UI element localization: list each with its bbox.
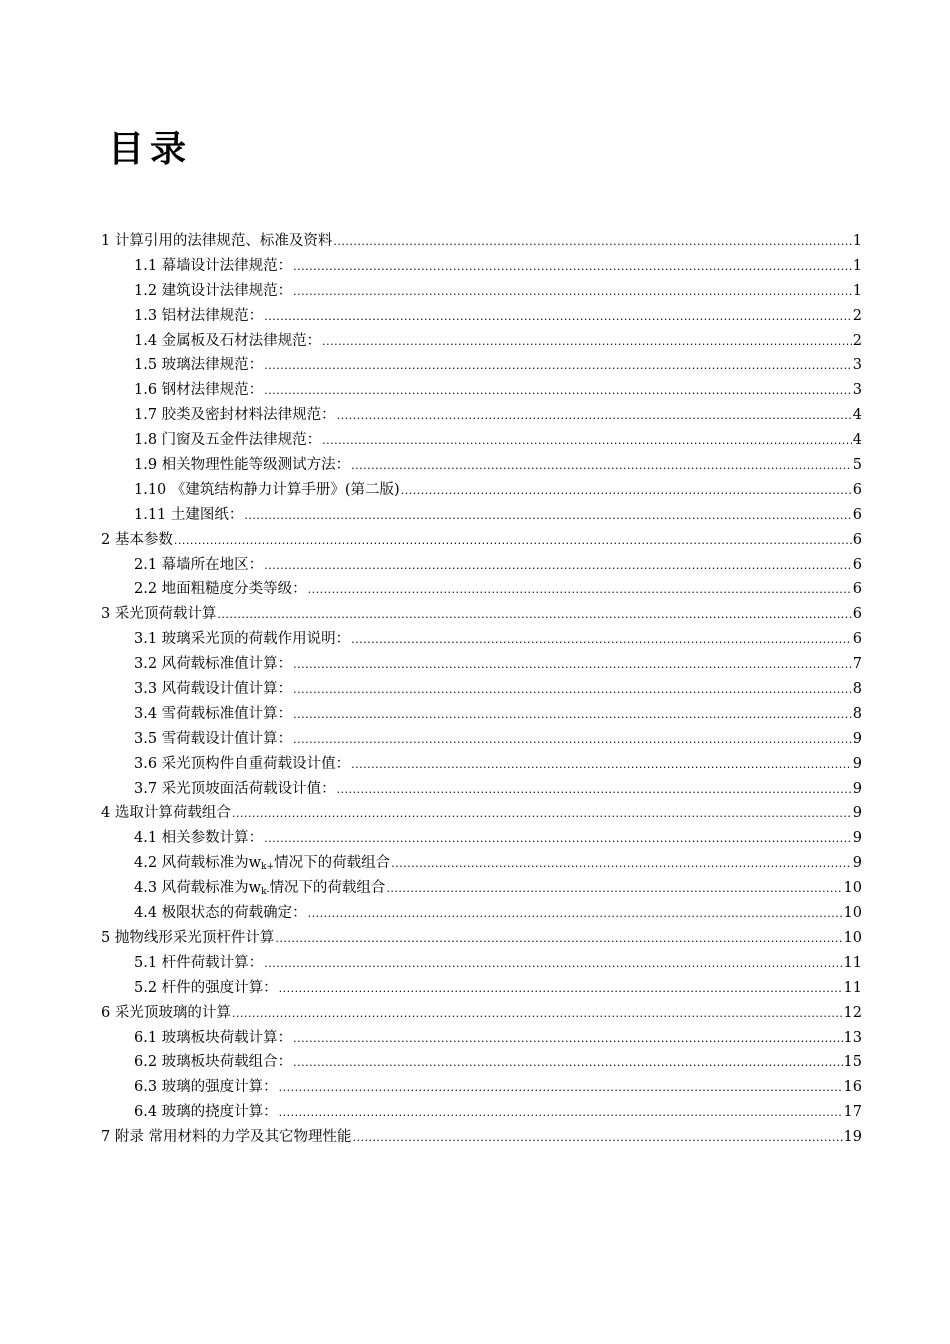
- dot-leader: [293, 1056, 842, 1069]
- toc-chapter-entry[interactable]: [101, 1001, 862, 1026]
- toc-entry-text: [134, 652, 292, 673]
- toc-entry-number: 1.1: [134, 257, 158, 274]
- toc-entry-text: [134, 428, 321, 449]
- toc-section-entry[interactable]: [101, 727, 862, 752]
- toc-entry-text: [101, 528, 173, 549]
- toc-entry-subscript: k-: [261, 887, 270, 898]
- toc-section-entry[interactable]: [101, 1026, 862, 1051]
- dot-leader: [279, 1106, 843, 1119]
- toc-section-entry[interactable]: [101, 951, 862, 976]
- dot-leader: [264, 957, 842, 970]
- toc-page-number: 9: [852, 780, 862, 797]
- toc-entry-title: 钢材法律规范：: [161, 382, 264, 399]
- toc-page-number: 7: [852, 656, 862, 673]
- dot-leader: [322, 434, 852, 447]
- toc-entry-text: [134, 553, 263, 574]
- toc-entry-text: [134, 1075, 278, 1096]
- toc-section-entry[interactable]: [101, 329, 862, 354]
- toc-page-number: 2: [852, 307, 862, 324]
- toc-entry-title: 采光顶坡面活荷载设计值：: [161, 780, 336, 797]
- toc-section-entry[interactable]: [101, 403, 862, 428]
- toc-entry-number: 4.3: [134, 880, 158, 897]
- toc-section-entry[interactable]: [101, 478, 862, 503]
- dot-leader: [351, 633, 852, 646]
- toc-entry-title: 金属板及石材法律规范：: [161, 332, 322, 349]
- dot-leader: [401, 484, 852, 497]
- toc-entry-title: 风荷载标准值计算：: [161, 656, 293, 673]
- toc-entry-number: 1.10: [134, 481, 167, 498]
- toc-section-entry[interactable]: [101, 353, 862, 378]
- toc-entry-number: 5.1: [134, 954, 158, 971]
- toc-entry-number: 5.2: [134, 979, 158, 996]
- toc-page-number: 6: [852, 556, 862, 573]
- toc-entry-number: 2: [101, 531, 111, 548]
- toc-entry-title: 玻璃采光顶的荷载作用说明：: [161, 631, 351, 648]
- toc-page-number: 8: [852, 681, 862, 698]
- toc-entry-number: 4.1: [134, 830, 158, 847]
- toc-page-number: 3: [852, 382, 862, 399]
- dot-leader: [308, 907, 843, 920]
- toc-entry-number: 6.2: [134, 1054, 158, 1071]
- toc-page-number: 1: [852, 257, 862, 274]
- dot-leader: [293, 260, 852, 273]
- toc-entry-number: 3: [101, 606, 111, 623]
- toc-entry-text: [134, 503, 243, 524]
- toc-section-entry[interactable]: [101, 503, 862, 528]
- toc-entry-number: 1.3: [134, 307, 158, 324]
- toc-chapter-entry[interactable]: [101, 801, 862, 826]
- toc-section-entry[interactable]: [101, 1050, 862, 1075]
- toc-page-number: 3: [852, 357, 862, 374]
- toc-page-number: 11: [843, 954, 862, 971]
- toc-entry-title: 建筑设计法律规范：: [161, 282, 293, 299]
- toc-entry-text: [134, 329, 321, 350]
- toc-entry-text: [134, 254, 292, 275]
- dot-leader: [232, 1007, 843, 1020]
- toc-entry-title: 玻璃板块荷载组合：: [161, 1054, 293, 1071]
- toc-entry-number: 3.5: [134, 730, 158, 747]
- toc-entry-number: 3.1: [134, 631, 158, 648]
- toc-section-entry[interactable]: [101, 304, 862, 329]
- toc-section-entry[interactable]: [101, 254, 862, 279]
- dot-leader: [333, 235, 851, 248]
- toc-entry-title: 风荷载设计值计算：: [161, 681, 293, 698]
- dot-leader: [351, 758, 852, 771]
- toc-entry-number: 1.5: [134, 357, 158, 374]
- toc-section-entry[interactable]: [101, 851, 862, 876]
- toc-entry-text: [134, 279, 292, 300]
- toc-entry-text: [134, 876, 385, 897]
- toc-chapter-entry[interactable]: [101, 926, 862, 951]
- toc-section-entry[interactable]: [101, 677, 862, 702]
- dot-leader: [293, 1032, 842, 1045]
- toc-entry-title: 杆件的强度计算：: [161, 979, 278, 996]
- toc-page-number: 6: [852, 531, 862, 548]
- toc-entry-number: 3.7: [134, 780, 158, 797]
- toc-page-number: 11: [843, 979, 862, 996]
- toc-entry-text: [134, 1026, 292, 1047]
- toc-entry-number: 6.1: [134, 1029, 158, 1046]
- toc-entry-title: 地面粗糙度分类等级：: [161, 581, 307, 598]
- toc-page-number: 15: [843, 1054, 862, 1071]
- toc-section-entry[interactable]: [101, 279, 862, 304]
- toc-entry-text: [134, 826, 263, 847]
- table-of-contents: [101, 229, 862, 1150]
- toc-entry-text: [134, 403, 336, 424]
- dot-leader: [386, 882, 842, 895]
- toc-page-number: 6: [852, 606, 862, 623]
- toc-entry-variable: w: [248, 855, 262, 872]
- toc-section-entry[interactable]: [101, 702, 862, 727]
- toc-page-number: 5: [852, 457, 862, 474]
- toc-section-entry[interactable]: [101, 1100, 862, 1125]
- toc-entry-title: 附录 常用材料的力学及其它物理性能: [114, 1129, 352, 1146]
- toc-entry-number: 6: [101, 1004, 111, 1021]
- toc-entry-text: [134, 727, 292, 748]
- dot-leader: [293, 683, 852, 696]
- toc-chapter-entry[interactable]: [101, 528, 862, 553]
- toc-page-number: 1: [852, 282, 862, 299]
- toc-chapter-entry[interactable]: [101, 229, 862, 254]
- toc-entry-title: 玻璃的挠度计算：: [161, 1104, 278, 1121]
- dot-leader: [293, 733, 852, 746]
- dot-leader: [264, 832, 852, 845]
- toc-page-number: 16: [843, 1079, 862, 1096]
- toc-entry-number: 6.3: [134, 1079, 158, 1096]
- toc-entry-number: 1: [101, 233, 111, 249]
- toc-entry-text: [134, 752, 350, 773]
- toc-entry-number: 1.2: [134, 282, 158, 299]
- dot-leader: [391, 857, 852, 870]
- toc-entry-title: 相关参数计算：: [161, 830, 264, 847]
- toc-entry-text: [134, 577, 307, 598]
- toc-section-entry[interactable]: [101, 577, 862, 602]
- toc-page-number: 19: [843, 1129, 862, 1146]
- toc-section-entry[interactable]: [101, 876, 862, 901]
- toc-entry-text: [101, 1125, 351, 1146]
- toc-entry-number: 1.8: [134, 432, 158, 449]
- toc-entry-title: 相关物理性能等级测试方法：: [161, 457, 351, 474]
- toc-entry-text: [134, 378, 263, 399]
- toc-entry-text: [134, 304, 263, 325]
- toc-page-number: 9: [852, 755, 862, 772]
- toc-page-number: 2: [852, 332, 862, 349]
- toc-entry-text: [101, 801, 231, 822]
- toc-entry-number: 4.4: [134, 905, 158, 922]
- toc-entry-title: 土建图纸：: [170, 506, 244, 523]
- toc-entry-title: 雪荷载设计值计算：: [161, 730, 293, 747]
- toc-entry-title-part: 情况下的荷载组合: [274, 855, 391, 872]
- toc-page-number: 10: [843, 929, 862, 946]
- dot-leader: [217, 608, 851, 621]
- toc-entry-title: 玻璃板块荷载计算：: [161, 1029, 293, 1046]
- toc-section-entry[interactable]: [101, 901, 862, 926]
- page-title: 目录: [108, 129, 193, 170]
- dot-leader: [337, 783, 852, 796]
- toc-page-number: 1: [852, 233, 862, 249]
- toc-entry-title: 计算引用的法律规范、标准及资料: [114, 233, 333, 249]
- toc-entry-text: [134, 777, 336, 798]
- toc-page-number: 4: [852, 432, 862, 449]
- toc-entry-title: 幕墙所在地区：: [161, 556, 264, 573]
- toc-page-number: 17: [843, 1104, 862, 1121]
- toc-entry-title: 玻璃的强度计算：: [161, 1079, 278, 1096]
- toc-entry-title: 门窗及五金件法律规范：: [161, 432, 322, 449]
- toc-entry-number: 1.11: [134, 506, 167, 523]
- toc-page-number: 12: [843, 1004, 862, 1021]
- toc-entry-number: 3.3: [134, 681, 158, 698]
- dot-leader: [293, 658, 852, 671]
- toc-section-entry[interactable]: [101, 777, 862, 802]
- toc-page-number: 6: [852, 581, 862, 598]
- dot-leader: [264, 559, 852, 572]
- toc-entry-subscript: k+: [261, 862, 275, 873]
- toc-entry-text: [134, 1100, 278, 1121]
- toc-entry-title: 铝材法律规范：: [161, 307, 264, 324]
- toc-entry-number: 7: [101, 1129, 111, 1146]
- toc-entry-text: [134, 478, 400, 499]
- toc-page-number: 6: [852, 481, 862, 498]
- dot-leader: [264, 384, 852, 397]
- toc-entry-title: 极限状态的荷载确定：: [161, 905, 307, 922]
- toc-page-number: 6: [852, 631, 862, 648]
- toc-entry-text: [134, 627, 350, 648]
- toc-section-entry[interactable]: [101, 976, 862, 1001]
- toc-section-entry[interactable]: [101, 378, 862, 403]
- dot-leader: [279, 1081, 843, 1094]
- toc-entry-number: 1.6: [134, 382, 158, 399]
- dot-leader: [174, 534, 852, 547]
- toc-entry-title-part: 风荷载标准为: [161, 880, 249, 897]
- toc-section-entry[interactable]: [101, 826, 862, 851]
- toc-entry-number: 6.4: [134, 1104, 158, 1121]
- toc-entry-text: [101, 229, 332, 250]
- toc-entry-number: 1.7: [134, 407, 158, 424]
- dot-leader: [337, 409, 852, 422]
- dot-leader: [322, 335, 852, 348]
- toc-entry-text: [134, 453, 350, 474]
- toc-entry-number: 4.2: [134, 855, 158, 872]
- toc-entry-number: 3.6: [134, 755, 158, 772]
- toc-entry-text: [134, 901, 307, 922]
- toc-entry-title: 雪荷载标准值计算：: [161, 705, 293, 722]
- toc-entry-number: 1.4: [134, 332, 158, 349]
- dot-leader: [293, 285, 852, 298]
- toc-entry-text: [134, 851, 390, 872]
- toc-chapter-entry[interactable]: [101, 1125, 862, 1150]
- toc-page-number: 13: [843, 1029, 862, 1046]
- toc-entry-number: 3.4: [134, 705, 158, 722]
- toc-entry-title: 采光顶构件自重荷载设计值：: [161, 755, 351, 772]
- toc-entry-text: [134, 976, 278, 997]
- toc-page-number: 9: [852, 830, 862, 847]
- toc-entry-text: [134, 677, 292, 698]
- dot-leader: [308, 583, 852, 596]
- toc-entry-title: 采光顶玻璃的计算: [114, 1004, 231, 1021]
- toc-entry-text: [134, 353, 263, 374]
- toc-entry-text: [134, 1050, 292, 1071]
- toc-entry-number: 2.1: [134, 556, 158, 573]
- toc-page-number: 9: [852, 855, 862, 872]
- toc-entry-text: [101, 926, 274, 947]
- toc-entry-number: 1.9: [134, 457, 158, 474]
- toc-page-number: 10: [843, 880, 862, 897]
- toc-entry-text: [134, 702, 292, 723]
- toc-entry-number: 2.2: [134, 581, 158, 598]
- toc-section-entry[interactable]: [101, 652, 862, 677]
- toc-entry-title-part: 风荷载标准为: [161, 855, 249, 872]
- toc-entry-text: [101, 1001, 231, 1022]
- toc-entry-number: 5: [101, 929, 111, 946]
- toc-page-number: 10: [843, 905, 862, 922]
- toc-entry-title: 选取计算荷载组合: [114, 805, 231, 822]
- toc-entry-number: 3.2: [134, 656, 158, 673]
- toc-entry-title: 幕墙设计法律规范：: [161, 257, 293, 274]
- toc-entry-title: 采光顶荷载计算: [114, 606, 217, 623]
- toc-section-entry[interactable]: [101, 428, 862, 453]
- dot-leader: [244, 509, 851, 522]
- dot-leader: [232, 807, 852, 820]
- dot-leader: [275, 932, 842, 945]
- toc-entry-title: 基本参数: [114, 531, 173, 548]
- toc-entry-title: 玻璃法律规范：: [161, 357, 264, 374]
- toc-page-number: 8: [852, 705, 862, 722]
- dot-leader: [279, 982, 843, 995]
- dot-leader: [264, 359, 852, 372]
- toc-section-entry[interactable]: [101, 627, 862, 652]
- toc-entry-title-part: 情况下的荷载组合: [269, 880, 386, 897]
- toc-section-entry[interactable]: [101, 1075, 862, 1100]
- dot-leader: [293, 708, 852, 721]
- toc-entry-text: [101, 602, 216, 623]
- toc-entry-variable: w: [248, 880, 262, 897]
- dot-leader: [264, 310, 852, 323]
- toc-page-number: 4: [852, 407, 862, 424]
- toc-chapter-entry[interactable]: [101, 602, 862, 627]
- toc-entry-title: 胶类及密封材料法律规范：: [161, 407, 336, 424]
- toc-entry-title: 《建筑结构静力计算手册》(第二版): [170, 481, 400, 498]
- toc-entry-title: 抛物线形采光顶杆件计算: [114, 929, 275, 946]
- toc-page-number: 9: [852, 730, 862, 747]
- toc-page-number: 6: [852, 506, 862, 523]
- dot-leader: [351, 459, 852, 472]
- toc-section-entry[interactable]: [101, 752, 862, 777]
- toc-entry-number: 4: [101, 805, 111, 822]
- toc-entry-title: 杆件荷载计算：: [161, 954, 264, 971]
- toc-section-entry[interactable]: [101, 453, 862, 478]
- toc-section-entry[interactable]: [101, 553, 862, 578]
- toc-page-number: 9: [852, 805, 862, 822]
- toc-entry-text: [134, 951, 263, 972]
- dot-leader: [352, 1131, 842, 1144]
